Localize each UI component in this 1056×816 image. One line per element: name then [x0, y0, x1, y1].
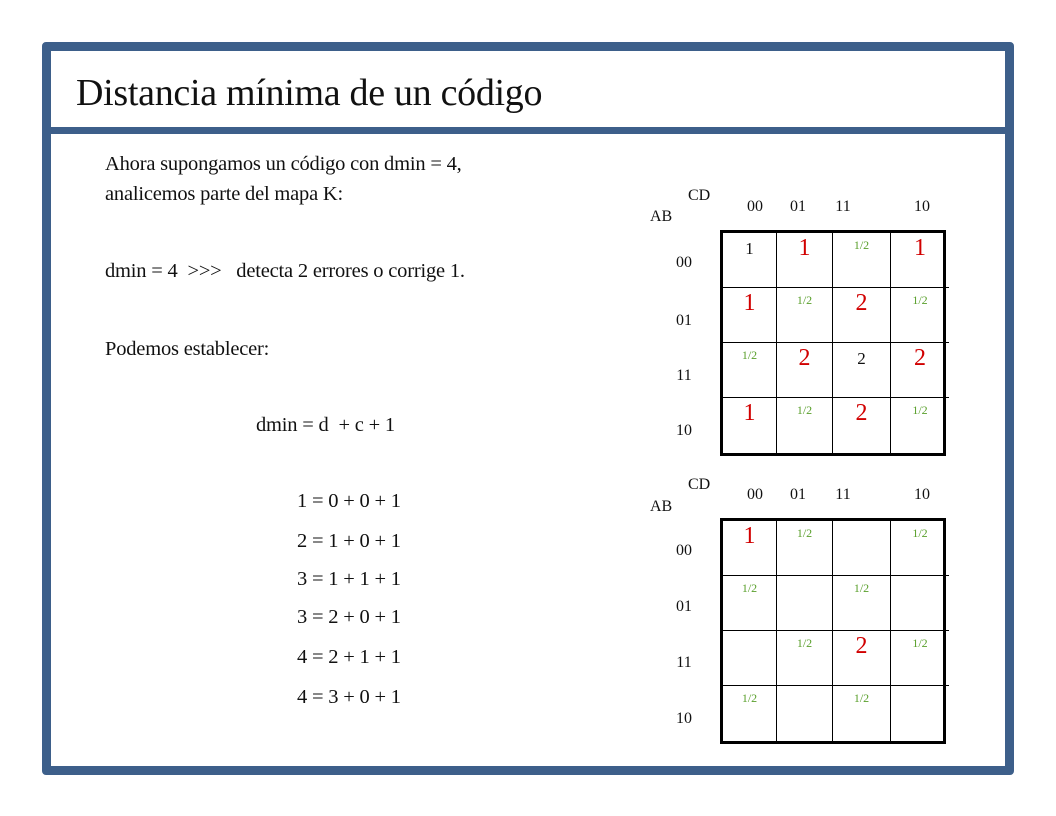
- dmin-statement: dmin = 4 >>> detecta 2 errores o corrige 1.: [105, 260, 465, 282]
- kmap-cell-value: 1/2: [853, 691, 870, 705]
- kmap-grid: [720, 230, 946, 456]
- kmap-cell-value: 1: [743, 290, 756, 316]
- kmap-cell: [723, 288, 777, 343]
- kmap-cell: [891, 398, 949, 453]
- kmap-grid: [720, 518, 946, 744]
- column-header: 01: [790, 198, 806, 215]
- equation-line: 4 = 2 + 1 + 1: [297, 646, 401, 668]
- kmap-cell-value: 1/2: [853, 581, 870, 595]
- ab-label: AB: [650, 498, 673, 515]
- kmap-cell: [891, 233, 949, 288]
- kmap-cell-value: 2: [914, 345, 926, 371]
- kmap-cell-value: 1/2: [912, 293, 928, 307]
- column-header: 11: [835, 486, 851, 503]
- kmap-cell: [891, 686, 949, 741]
- equation-line: 4 = 3 + 0 + 1: [297, 686, 401, 708]
- kmap-cell: [723, 233, 777, 288]
- equation-line: 2 = 1 + 0 + 1: [297, 530, 401, 552]
- ab-label: AB: [650, 208, 673, 225]
- row-header: 10: [676, 422, 692, 439]
- column-header: 10: [914, 198, 930, 215]
- equation-line: 3 = 1 + 1 + 1: [297, 568, 401, 590]
- podemos-text: Podemos establecer:: [105, 338, 270, 360]
- kmap-cell: [723, 343, 777, 398]
- kmap-cell: [723, 631, 777, 686]
- slide-title: Distancia mínima de un código: [76, 72, 543, 114]
- kmap-cell-value: 1/2: [796, 636, 813, 650]
- row-header: 10: [676, 710, 692, 727]
- column-header: 10: [914, 486, 930, 503]
- kmap-cell: [777, 576, 833, 631]
- equation-line: 1 = 0 + 0 + 1: [297, 490, 401, 512]
- kmap-cell-value: 1/2: [741, 691, 758, 705]
- kmap-cell-value: 2: [857, 349, 866, 368]
- kmap-cell-value: 1/2: [912, 403, 928, 417]
- kmap-cell: [833, 288, 891, 343]
- row-header: 11: [676, 367, 692, 384]
- kmap-cell-value: 1: [745, 239, 754, 258]
- cd-label: CD: [688, 187, 711, 204]
- formula: dmin = d + c + 1: [256, 414, 395, 436]
- kmap-cell-value: 1/2: [796, 293, 813, 307]
- row-header: 01: [676, 598, 692, 615]
- kmap-cell: [777, 398, 833, 453]
- title-bar: [51, 51, 1005, 134]
- kmap-cell-value: 1: [798, 235, 811, 261]
- column-header: 11: [835, 198, 851, 215]
- kmap-cell: [777, 343, 833, 398]
- row-header: 00: [676, 254, 692, 271]
- kmap-cell: [777, 521, 833, 576]
- kmap-cell-value: 2: [855, 400, 868, 426]
- kmap-cell-value: 1: [914, 235, 926, 261]
- kmap-cell: [891, 631, 949, 686]
- kmap-cell: [833, 398, 891, 453]
- intro-line-1: Ahora supongamos un código con dmin = 4,: [105, 153, 462, 175]
- kmap-cell: [777, 233, 833, 288]
- kmap-cell-value: 1/2: [741, 348, 758, 362]
- kmap-cell-value: 1/2: [912, 526, 928, 540]
- kmap-cell-value: 1/2: [853, 238, 870, 252]
- kmap-cell: [723, 398, 777, 453]
- kmap-cell: [833, 631, 891, 686]
- kmap-cell: [833, 233, 891, 288]
- kmap-cell-value: 1: [743, 400, 756, 426]
- column-header: 00: [747, 198, 763, 215]
- kmap-cell-value: 1/2: [741, 581, 758, 595]
- intro-line-2: analicemos parte del mapa K:: [105, 183, 344, 205]
- row-header: 11: [676, 654, 692, 671]
- kmap-cell: [777, 288, 833, 343]
- kmap-cell-value: 1: [743, 523, 756, 549]
- equation-line: 3 = 2 + 0 + 1: [297, 606, 401, 628]
- kmap-cell: [723, 576, 777, 631]
- kmap-cell: [833, 343, 891, 398]
- kmap-cell-value: 1/2: [912, 636, 928, 650]
- kmap-cell: [891, 288, 949, 343]
- kmap-cell: [723, 686, 777, 741]
- kmap-cell: [777, 686, 833, 741]
- column-header: 00: [747, 486, 763, 503]
- row-header: 01: [676, 312, 692, 329]
- column-header: 01: [790, 486, 806, 503]
- row-header: 00: [676, 542, 692, 559]
- kmap-cell-value: 1/2: [796, 526, 813, 540]
- kmap-cell: [891, 343, 949, 398]
- kmap-cell: [833, 686, 891, 741]
- kmap-cell-value: 2: [855, 633, 868, 659]
- kmap-cell: [777, 631, 833, 686]
- cd-label: CD: [688, 476, 711, 493]
- kmap-cell: [891, 521, 949, 576]
- kmap-cell: [833, 576, 891, 631]
- kmap-cell-value: 2: [855, 290, 868, 316]
- kmap-cell-value: 2: [798, 345, 811, 371]
- kmap-cell: [833, 521, 891, 576]
- kmap-cell: [723, 521, 777, 576]
- kmap-cell: [891, 576, 949, 631]
- kmap-cell-value: 1/2: [796, 403, 813, 417]
